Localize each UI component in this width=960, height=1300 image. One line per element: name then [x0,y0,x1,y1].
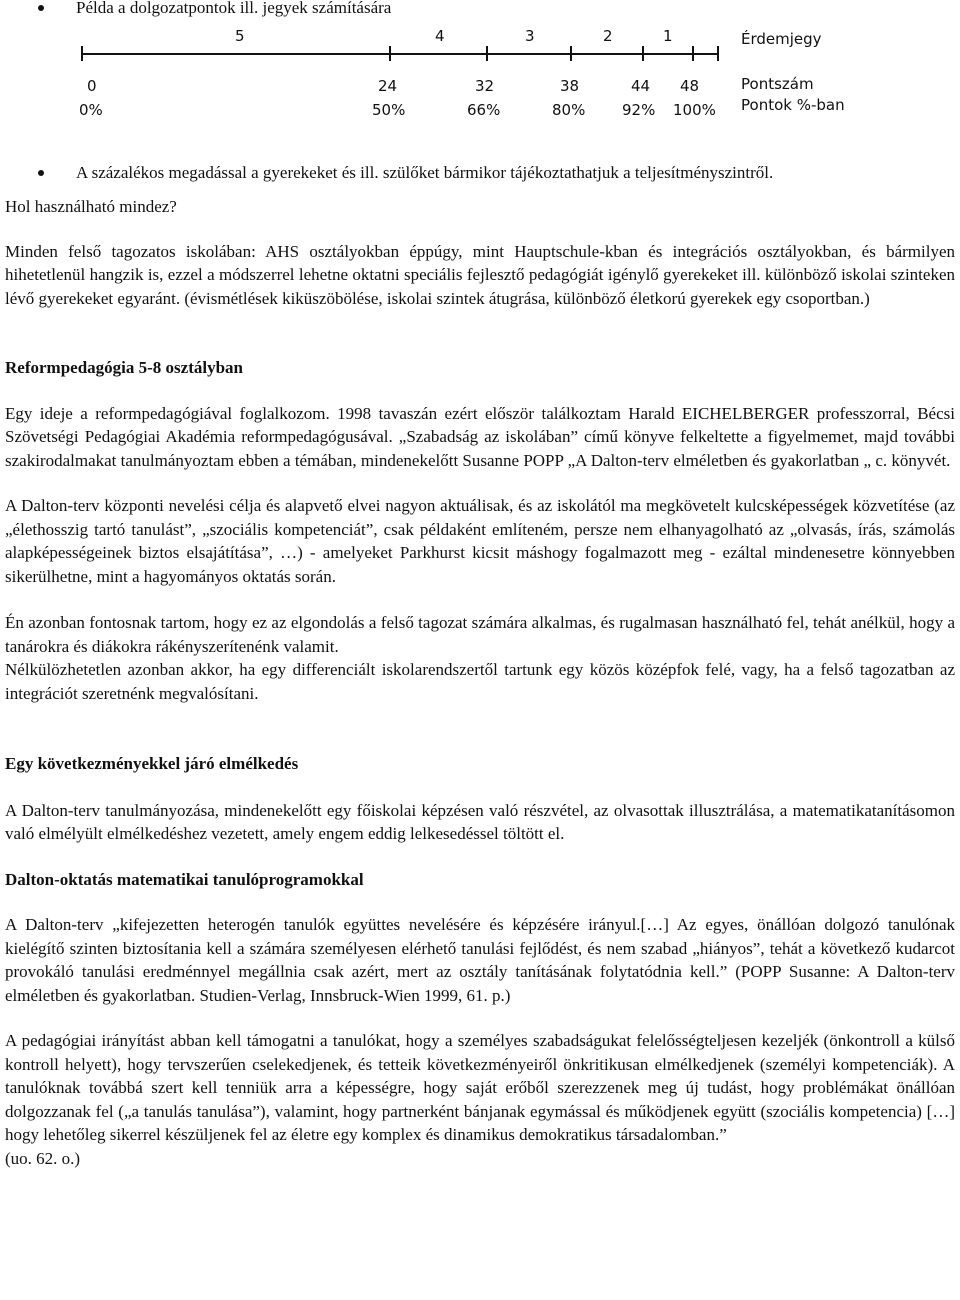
paragraph-reflection: A Dalton-terv tanulmányozása, mindenekelőtt egy főiskolai képzésen való részvétel, az olvasottak illusztrálása, a matematikatanításomon való elmélyült elmélkedéshez vezetett, amely engem eddig lelkesedéssel töltött el. [5,800,955,843]
scale-tick [692,46,694,61]
paragraph-upper-grade-2: Nélkülözhetetlen azonban akkor, ha egy differenciált iskolarendszertől tartunk egy közös középfok felé, vagy, ha a felső tagozatban az integrációt szeretnénk megvalósítani. [5,660,955,703]
percent-label: 100% [673,100,716,119]
heading-usage: Hol használható mindez? [5,197,177,216]
bullet-text: Példa a dolgozatpontok ill. jegyek számítására [76,0,392,17]
heading-math-programs: Dalton-oktatás matematikai tanulóprogramokkal [5,869,364,889]
points-label: 24 [378,76,398,95]
paragraph-usage: Minden felső tagozatos iskolában: AHS osztályokban éppúgy, mint Hauptschule-kban és integrációs osztályokban, és bármilyen hihetetlenül hangzik is, ezzel a módszerrel lehetne oktatni speciális fejlesztő pedagógiát igénylő gyerekeket ill. különböző iskolai szinteken lévő gyerekeket egyaránt. (évismétlések kiküszöbölése, iskolai szintek átugrása, különböző életkorú gyerekek egy csoportban.) [5,241,955,308]
percent-label: 0% [79,100,103,119]
paragraph-dalton-goal: A Dalton-terv központi nevelési célja és alapvető elvei nagyon aktuálisak, és az iskolától ma megkövetelt kulcsképességek közvetítése (az „élethosszig tartó tanulást”, „szociális kompetenciát”, csak példaként említeném, persze nem elhanyagolható az „olvasás, írás, számolás alapképességeinek biztos elsajátítása”, …) - amelyeket Parkhurst kicsit máshogy fogalmazott meg - ezáltal mindenesetre könnyebben sikerülhetne, mint a hagyományos oktatás során. [5,496,955,586]
points-label: 38 [560,76,580,95]
paragraph-guidance: A pedagógiai irányítást abban kell támogatni a tanulókat, hogy a személyes szabadságukat felelősségteljesen kezeljék (önkontroll a külső kontroll helyett), hogy tervszerűen cselekedjenek, és tetteik következményeiről önkritikusan elmélkedjenek (személyi kompetenciák). A tanulóknak továbbá szert kell tenniük arra a képességre, hogy saját erőből szerezzenek meg új tudást, hogy problémákat önállóan dolgozzanak fel („a tanulás tanulása”), valamint, hogy partnerként bánjanak egymással és működjenek együtt (szociális kompetencia) […] hogy lehetőleg sikerrel készüljenek fel az életre egy komplex és dinamikus demokratikus társadalomban.” [5,1031,955,1144]
points-label: 44 [631,76,651,95]
legend-percent: Pontok %-ban [741,95,845,114]
scale-tick [642,46,644,61]
percent-label: 66% [467,100,501,119]
scale-tick [717,46,719,61]
grade-label: 5 [235,26,245,45]
heading-reflection: Egy következményekkel járó elmélkedés [5,754,299,773]
bullet-icon [38,5,44,11]
percent-label: 80% [552,100,586,119]
scale-axis-line [82,53,718,55]
scale-tick [486,46,488,61]
scale-tick [389,46,391,61]
grade-label: 4 [435,26,445,45]
legend-points: Pontszám [741,74,814,93]
bullet-text: A százalékos megadással a gyerekeket és ill. szülőket bármikor tájékoztathatjuk a teljesítményszintről. [76,162,774,182]
grade-label: 1 [663,26,673,45]
paragraph-reform: Egy ideje a reformpedagógiával foglalkozom. 1998 tavaszán ezért először találkoztam Harald EICHELBERGER professzorral, Bécsi Szövetségi Pedagógiai Akadémia reformpedagógusával. „Szabadság az iskolában” című könyve felkeltette a figyelmemet, majd további szakirodalmakat tanulmányoztam ebben a témában, mindenekelőtt Susanne POPP „A Dalton-terv elméletben és gyakorlatban „ c. könyvét. [5,403,955,470]
paragraph-upper-grade: Én azonban fontosnak tartom, hogy ez az elgondolás a felső tagozat számára alkalmas, és rugalmasan használható fel, tehát anélkül, hogy a tanárokra és diákokra rákényszerítenénk valamit. [5,613,955,656]
citation: (uo. 62. o.) [5,1148,81,1168]
points-label: 32 [475,76,495,95]
bullet-item-example [5,0,955,20]
points-label: 48 [680,76,700,95]
scale-tick [570,46,572,61]
scale-tick [81,46,83,61]
percent-label: 92% [622,100,656,119]
document-page [5,0,955,1170]
grade-label: 3 [525,26,535,45]
bullet-icon [38,170,44,176]
grading-scale-figure [75,26,875,123]
points-label: 0 [87,76,97,95]
paragraph-math-programs: A Dalton-terv „kifejezetten heterogén tanulók együttes nevelésére és képzésére irányul.[…] Az egyes, önállóan dolgozó tanulónak kielégítő szinten biztosítania kell a számára személyesen elérhető tanulási fejlődést, és nem szabad „hiányos”, tehát a következő kudarcot provokáló tanulási eredménnyel megállnia csak azért, mert az osztály tanításának folytatódnia kell.” (POPP Susanne: A Dalton-terv elméletben és gyakorlatban. Studien-Verlag, Innsbruck-Wien 1999, 61. p.) [5,915,955,1005]
bullet-item-percent [5,161,955,185]
grade-label: 2 [603,26,613,45]
heading-reform: Reformpedagógia 5-8 osztályban [5,358,243,377]
percent-label: 50% [372,100,406,119]
legend-grade: Érdemjegy [741,29,822,48]
